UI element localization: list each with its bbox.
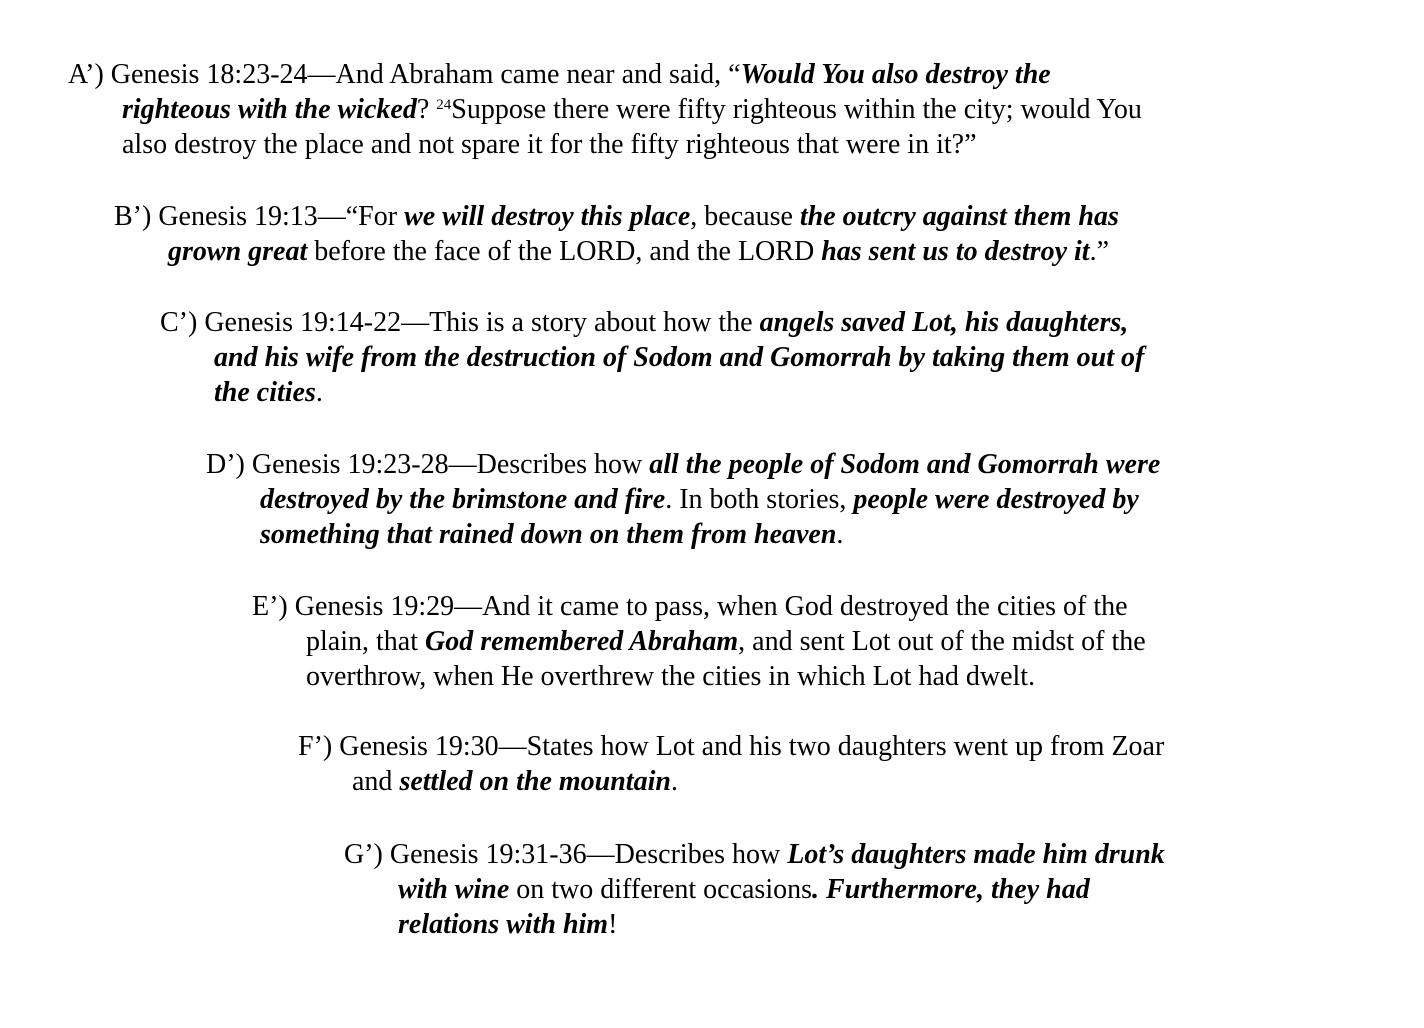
outline-entry-b [114,199,1119,269]
entry-line [160,340,1144,375]
outline-entry-d [206,447,1160,552]
text-run: A’) Genesis 18:23-24—And Abraham came near and said, “ [68,59,741,90]
entry-line [344,907,1165,942]
verse-number: 24 [436,97,452,113]
text-run: ! [608,909,618,940]
entry-line [68,92,1142,127]
emphasized-text: the cities [214,377,316,408]
text-run: B’) Genesis 19:13—“For [114,201,405,232]
text-run: . [836,519,844,550]
entry-line [344,872,1165,907]
text-run: . [315,377,323,408]
entry-line [206,517,1160,552]
emphasized-text: God remembered Abraham [424,626,739,657]
emphasized-text: people were destroyed by [853,484,1139,515]
text-run: Suppose there were fifty righteous within the city; would You [451,94,1142,125]
text-run: .” [1089,236,1110,267]
emphasized-text: the outcry against them has [799,201,1119,232]
entry-line [68,127,1142,162]
entry-line [252,659,1146,694]
entry-line [298,764,1164,799]
emphasized-text: all the people of Sodom and Gomorrah were [649,449,1161,480]
emphasized-text: settled on the mountain [399,766,671,797]
text-run: C’) Genesis 19:14-22—This is a story about how the [160,307,760,338]
entry-line [252,624,1146,659]
emphasized-text: Would You also destroy the [740,59,1051,90]
text-run: D’) Genesis 19:23-28—Describes how [206,449,650,480]
text-run: also destroy the place and not spare it for the fifty righteous that were in it?” [122,129,977,160]
text-run: ? [416,94,437,125]
text-run: F’) Genesis 19:30—States how Lot and his two daughters went up from Zoar [298,731,1165,762]
emphasized-text: . Furthermore, they had [812,874,1090,905]
text-run: on two different occasions [509,874,813,905]
emphasized-text: Lot’s daughters made him drunk [787,839,1165,870]
emphasized-text: with wine [398,874,510,905]
outline-entry-c [160,305,1144,410]
entry-line [206,482,1160,517]
text-run: , and sent Lot out of the midst of the [738,626,1146,657]
text-run: and [352,766,400,797]
emphasized-text: grown great [168,236,308,267]
entry-line [160,375,1144,410]
entry-line [252,589,1146,624]
text-run: G’) Genesis 19:31-36—Describes how [344,839,788,870]
outline-entry-g [344,837,1165,942]
entry-line [206,447,1160,482]
entry-line [344,837,1165,872]
text-run: , because [690,201,800,232]
text-run: before the face of the LORD, and the LORD [307,236,822,267]
emphasized-text: relations with him [398,909,609,940]
entry-line [114,199,1119,234]
emphasized-text: and his wife from the destruction of Sodom and Gomorrah by taking them out of [214,342,1145,373]
text-run: overthrow, when He overthrew the cities in which Lot had dwelt. [306,661,1036,692]
outline-entry-a [68,57,1142,162]
emphasized-text: something that rained down on them from heaven [260,519,837,550]
text-run: . [670,766,678,797]
entry-line [160,305,1144,340]
emphasized-text: we will destroy this place [404,201,691,232]
text-run: E’) Genesis 19:29—And it came to pass, when God destroyed the cities of the [252,591,1128,622]
entry-line [298,729,1164,764]
text-run: . In both stories, [665,484,854,515]
emphasized-text: righteous with the wicked [122,94,417,125]
text-run: plain, that [306,626,425,657]
outline-entry-e [252,589,1146,694]
emphasized-text: destroyed by the brimstone and fire [260,484,666,515]
entry-line [114,234,1119,269]
outline-entry-f [298,729,1164,799]
emphasized-text: has sent us to destroy it [821,236,1090,267]
entry-line [68,57,1142,92]
emphasized-text: angels saved Lot, his daughters, [759,307,1129,338]
